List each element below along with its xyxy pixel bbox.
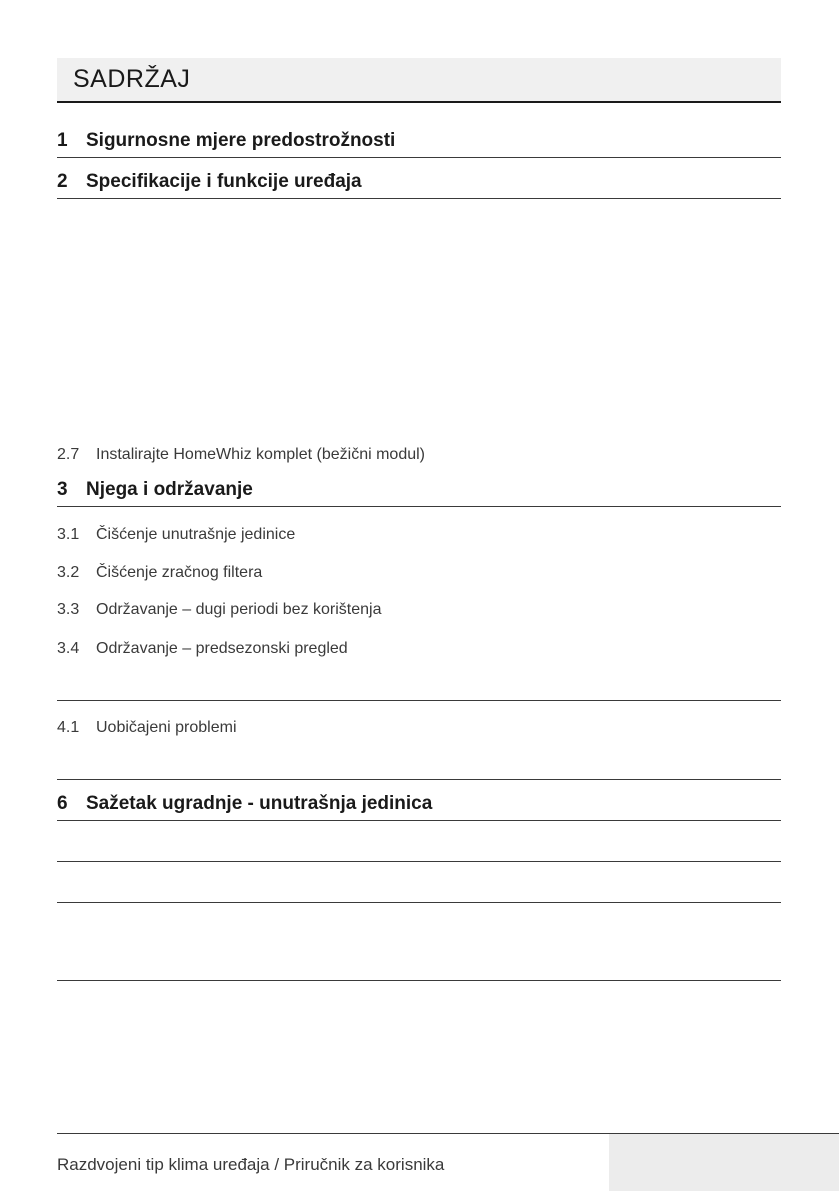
toc-subsection-2-7[interactable] <box>57 446 425 464</box>
toc-section-6[interactable] <box>57 789 781 821</box>
section-label: Njega i održavanje <box>86 479 253 500</box>
footer-text: Razdvojeni tip klima uređaja / Priručnik za korisnika <box>57 1155 445 1174</box>
subsection-number: 2.7 <box>57 446 80 463</box>
subsection-label: Održavanje – predsezonski pregled <box>96 640 348 657</box>
section-number: 6 <box>57 793 68 814</box>
toc-subsection-4-1[interactable] <box>57 719 237 737</box>
section-label: Sigurnosne mjere predostrožnosti <box>86 130 396 151</box>
toc-section-9-rule <box>57 980 781 981</box>
toc-subsection-3-2[interactable] <box>57 564 262 582</box>
toc-section-1[interactable] <box>57 126 781 158</box>
section-label: Sažetak ugradnje - unutrašnja jedinica <box>86 793 433 814</box>
subsection-number: 3.2 <box>57 564 80 581</box>
subsection-number: 4.1 <box>57 719 80 736</box>
toc-section-5-rule <box>57 779 781 780</box>
subsection-number: 3.3 <box>57 601 80 618</box>
toc-subsection-3-3[interactable] <box>57 601 382 619</box>
section-number: 2 <box>57 171 68 192</box>
toc-subsection-3-1[interactable] <box>57 526 295 544</box>
toc-section-2[interactable] <box>57 167 781 199</box>
page-title: SADRŽAJ <box>73 65 191 93</box>
section-number: 3 <box>57 479 68 500</box>
toc-section-8-rule <box>57 902 781 903</box>
subsection-label: Održavanje – dugi periodi bez korištenja <box>96 601 382 618</box>
toc-section-7-rule <box>57 861 781 862</box>
subsection-number: 3.1 <box>57 526 80 543</box>
page-number-box <box>609 1134 839 1191</box>
subsection-label: Čišćenje unutrašnje jedinice <box>96 526 296 543</box>
section-number: 1 <box>57 130 68 151</box>
subsection-label: Čišćenje zračnog filtera <box>96 564 263 581</box>
subsection-label: Instalirajte HomeWhiz komplet (bežični modul) <box>96 446 425 463</box>
toc-section-4-rule <box>57 700 781 701</box>
toc-section-3[interactable] <box>57 476 781 507</box>
section-label: Specifikacije i funkcije uređaja <box>86 171 362 192</box>
toc-subsection-3-4[interactable] <box>57 640 348 658</box>
toc-title-bar <box>57 58 781 103</box>
subsection-number: 3.4 <box>57 640 80 657</box>
subsection-label: Uobičajeni problemi <box>96 719 237 736</box>
